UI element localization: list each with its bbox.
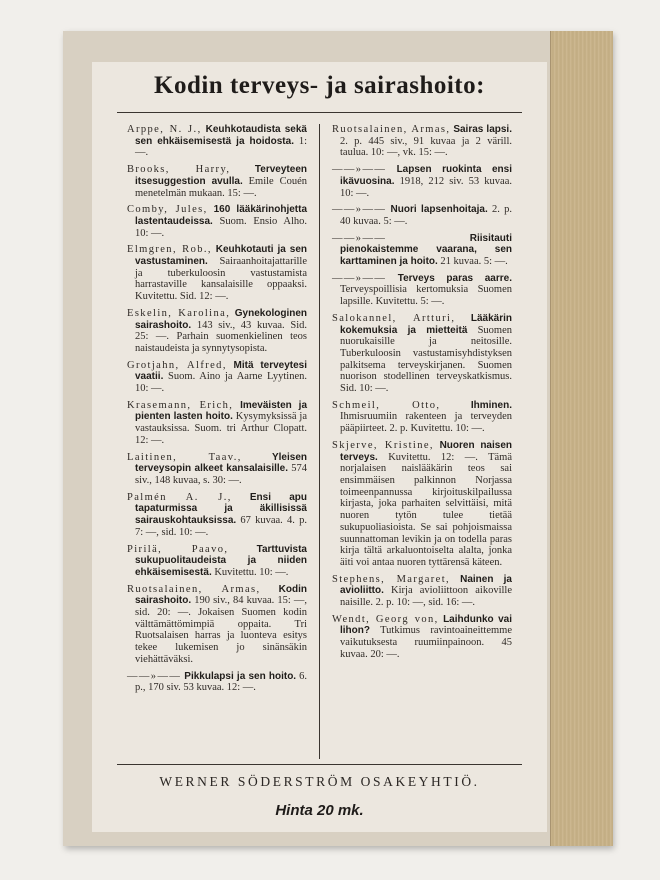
- book-title: Lääkärin kokemuksia ja mietteitä: [340, 312, 513, 336]
- book-author: Laitinen, Taav.,: [127, 451, 242, 463]
- page-title: Kodin terveys- ja sairashoito:: [154, 72, 485, 99]
- book-author: ——»——: [127, 670, 182, 682]
- book-author: ——»——: [332, 272, 387, 284]
- book-author: Grotjahn, Alfred,: [127, 359, 227, 371]
- book-entry: [127, 204, 307, 239]
- book-details: Kuvitettu. 10: —.: [211, 566, 289, 578]
- book-entry: [127, 452, 307, 487]
- book-author: Ruotsalainen, Armas,: [127, 583, 261, 595]
- book-title: Lapsen ruokinta ensi ikävuosina.: [340, 164, 512, 187]
- book-title: Riisitauti pienokaistemme vaarana, sen karttaminen ja hoito.: [340, 232, 512, 268]
- book-author: ——»——: [332, 204, 387, 216]
- book-spine: [550, 31, 613, 846]
- book-details: 6. p., 170 siv. 53 kuvaa. 12: —.: [135, 670, 307, 694]
- book-author: Schmeil, Otto,: [332, 399, 441, 411]
- book-entry: [332, 233, 512, 268]
- right-column: [332, 124, 512, 666]
- book-title: Terveys paras aarre.: [397, 272, 512, 284]
- book-title: Keuhkotaudista sekä sen ehkäisemisestä ja hoidosta.: [135, 124, 307, 147]
- book-details: 1918, 212 siv. 53 kuvaa. 10: —.: [340, 175, 512, 199]
- book-title: Nuoren naisen terveys.: [340, 439, 512, 463]
- book-entry: [332, 614, 512, 661]
- book-title: Nuori lapsenhoitaja.: [390, 204, 488, 216]
- book-title: Ihminen.: [470, 399, 512, 411]
- book-entry: [127, 360, 307, 395]
- book-details: 1: —.: [135, 135, 308, 159]
- book-author: Arppe, N. J.,: [127, 124, 202, 135]
- book-details: Suom. Aino ja Aarne Lyytinen. 10: —.: [135, 371, 307, 395]
- bottom-rule: [117, 764, 522, 765]
- book-author: Stephens, Margaret,: [332, 573, 451, 585]
- book-entry: [127, 492, 307, 539]
- book-title: Sairas lapsi.: [453, 124, 512, 135]
- price-label: Hinta 20 mk.: [275, 802, 364, 819]
- book-entry: [332, 440, 512, 569]
- advertisement-page: [92, 62, 547, 832]
- book-details: 2. p. 40 kuvaa. 5: —.: [340, 204, 513, 227]
- book-author: ——»——: [332, 232, 387, 244]
- book-author: Salokannel, Artturi,: [332, 312, 456, 324]
- book-author: Wendt, Georg von,: [332, 613, 439, 625]
- book-entry: [127, 671, 307, 694]
- book-title: Keuhkotauti ja sen vastustaminen.: [135, 244, 308, 268]
- book-author: Ruotsalainen, Armas,: [332, 124, 451, 135]
- book-entry: [332, 273, 512, 308]
- book-title: Yleisen terveysopin alkeet kansalaisille.: [135, 451, 307, 475]
- book-details: Suom. Ensio Alho. 10: —.: [135, 215, 307, 239]
- book-details: 67 kuvaa. 4. p. 7: —, sid. 10: —.: [135, 515, 307, 538]
- book-entry: [332, 574, 512, 609]
- book-details: Kirja avioliittoon aikoville naisille. 2. p. 10: —, sid. 16: —.: [340, 585, 512, 609]
- book-title: Kodin sairashoito.: [135, 583, 307, 607]
- book-details: Sairaanhoitajattarille ja tuberkuloosin vastustamista harrastaville kansalaisille oppaaksi. Kuvitettu. Sid. 12: —.: [135, 256, 307, 303]
- book-author: Brooks, Harry,: [127, 164, 231, 176]
- book-details: 190 siv., 84 kuvaa. 15: —, sid. 20: —. Jokaisen Suomen kodin välttämättömimpiä oppaita. Tri Ruotsalaisen harras ja luonteva esitys tekee lukemisen jo sinänsäkin viehättäväksi.: [135, 595, 307, 665]
- book-details: Terveyspoillisia kertomuksia Suomen lapsille. Kuvitettu. 5: —.: [340, 284, 512, 308]
- book-title: Terveyteen itsesuggestion avulla.: [135, 164, 307, 187]
- book-entry: [127, 584, 307, 666]
- book-details: 2. p. 445 siv., 91 kuvaa ja 2 värill. taulua. 10: —, vk. 15: —.: [340, 135, 512, 159]
- book-details: Kuvitettu. 12: —. Tämä norjalaisen naislääkärin teos sai ensimmäisen palkinnon Norjassa toimeenpannussa kirjoituskilpailussa kirjasta, joka parhaiten selvittäisi, mitä nuoren tytön tulee tietää sukupuoliasioista. Se sai pohjoismaissa suunnattoman levikin ja on todella paras kirja tältä arkaluontoiselta alalta, jonka äiti voi antaa nuoren tyttärensä käteen.: [340, 451, 512, 568]
- column-divider: [319, 124, 320, 759]
- book-entry: [332, 313, 512, 395]
- book-details: Kysymyksissä ja vastauksissa. Suom. tri Arthur Clopatt. 12: —.: [135, 411, 307, 446]
- book-details: Tutkimus ravintoaineittemme vaikutuksesta ruumiinpainoon. 45 kuvaa. 20: —.: [340, 625, 512, 660]
- book-entry: [127, 544, 307, 579]
- book-details: Suomen nuorukaisille ja neitosille. Tuberkuloosin vastustamisyhdistyksen palkitsema terveyskirjanen. Suomen nuorison stodellinen terveyskatkismus. Sid. 10: —.: [340, 324, 512, 395]
- book-details: Emile Couén menetelmän mukaan. 15: —.: [135, 175, 307, 199]
- left-column: [127, 124, 307, 699]
- book-entry: [332, 400, 512, 435]
- book-details: Ihmisruumiin rakenteen ja terveyden pääpiirteet. 2. p. Kuvitettu. 10: —.: [340, 411, 512, 435]
- book-author: Krasemann, Erich,: [127, 399, 234, 411]
- book-entry: [332, 124, 512, 159]
- book-author: Pirilä, Paavo,: [127, 543, 229, 555]
- book-title: Laihdunko vai lihon?: [340, 613, 513, 637]
- publisher-name: WERNER SÖDERSTRÖM OSAKEYHTIÖ.: [159, 774, 480, 789]
- book-title: 160 lääkärinohjetta lastentaudeissa.: [135, 204, 308, 227]
- book-entry: [127, 308, 307, 355]
- book-title: Tarttuvista sukupuolitaudeista ja niiden ehkäisemisestä.: [135, 543, 307, 578]
- book-title: Mitä terveytesi vaatii.: [135, 359, 308, 383]
- book-title: Imeväisten ja pienten lasten hoito.: [135, 399, 307, 423]
- book-details: 21 kuvaa. 5: —.: [437, 256, 508, 268]
- book-title: Ensi apu tapaturmissa ja äkillisissä sairauskohtauksissa.: [135, 491, 307, 527]
- book-entry: [127, 400, 307, 447]
- book-entry: [127, 124, 307, 159]
- title-rule: [117, 112, 522, 113]
- book-entry: [332, 204, 512, 227]
- book-author: Palmén A. J.,: [127, 491, 232, 503]
- book-entry: [332, 164, 512, 199]
- book-details: 143 siv., 43 kuvaa. Sid. 25: —. Parhain suomenkielinen teos naistaudeista ja synnytysopista.: [135, 319, 307, 354]
- book-entry: [127, 164, 307, 199]
- book-author: Comby, Jules,: [127, 204, 208, 216]
- book-author: Eskelin, Karolina,: [127, 307, 231, 319]
- book-author: Skjerve, Kristine,: [332, 439, 434, 451]
- book-title: Pikkulapsi ja sen hoito.: [184, 670, 297, 682]
- book-title: Nainen ja avioliitto.: [340, 573, 512, 597]
- book-author: ——»——: [332, 164, 387, 176]
- book-entry: [127, 244, 307, 303]
- book-details: 574 siv., 148 kuvaa, s. 30: —.: [135, 463, 307, 486]
- book-author: Elmgren, Rob.,: [127, 244, 212, 256]
- book-title: Gynekologinen sairashoito.: [135, 307, 307, 331]
